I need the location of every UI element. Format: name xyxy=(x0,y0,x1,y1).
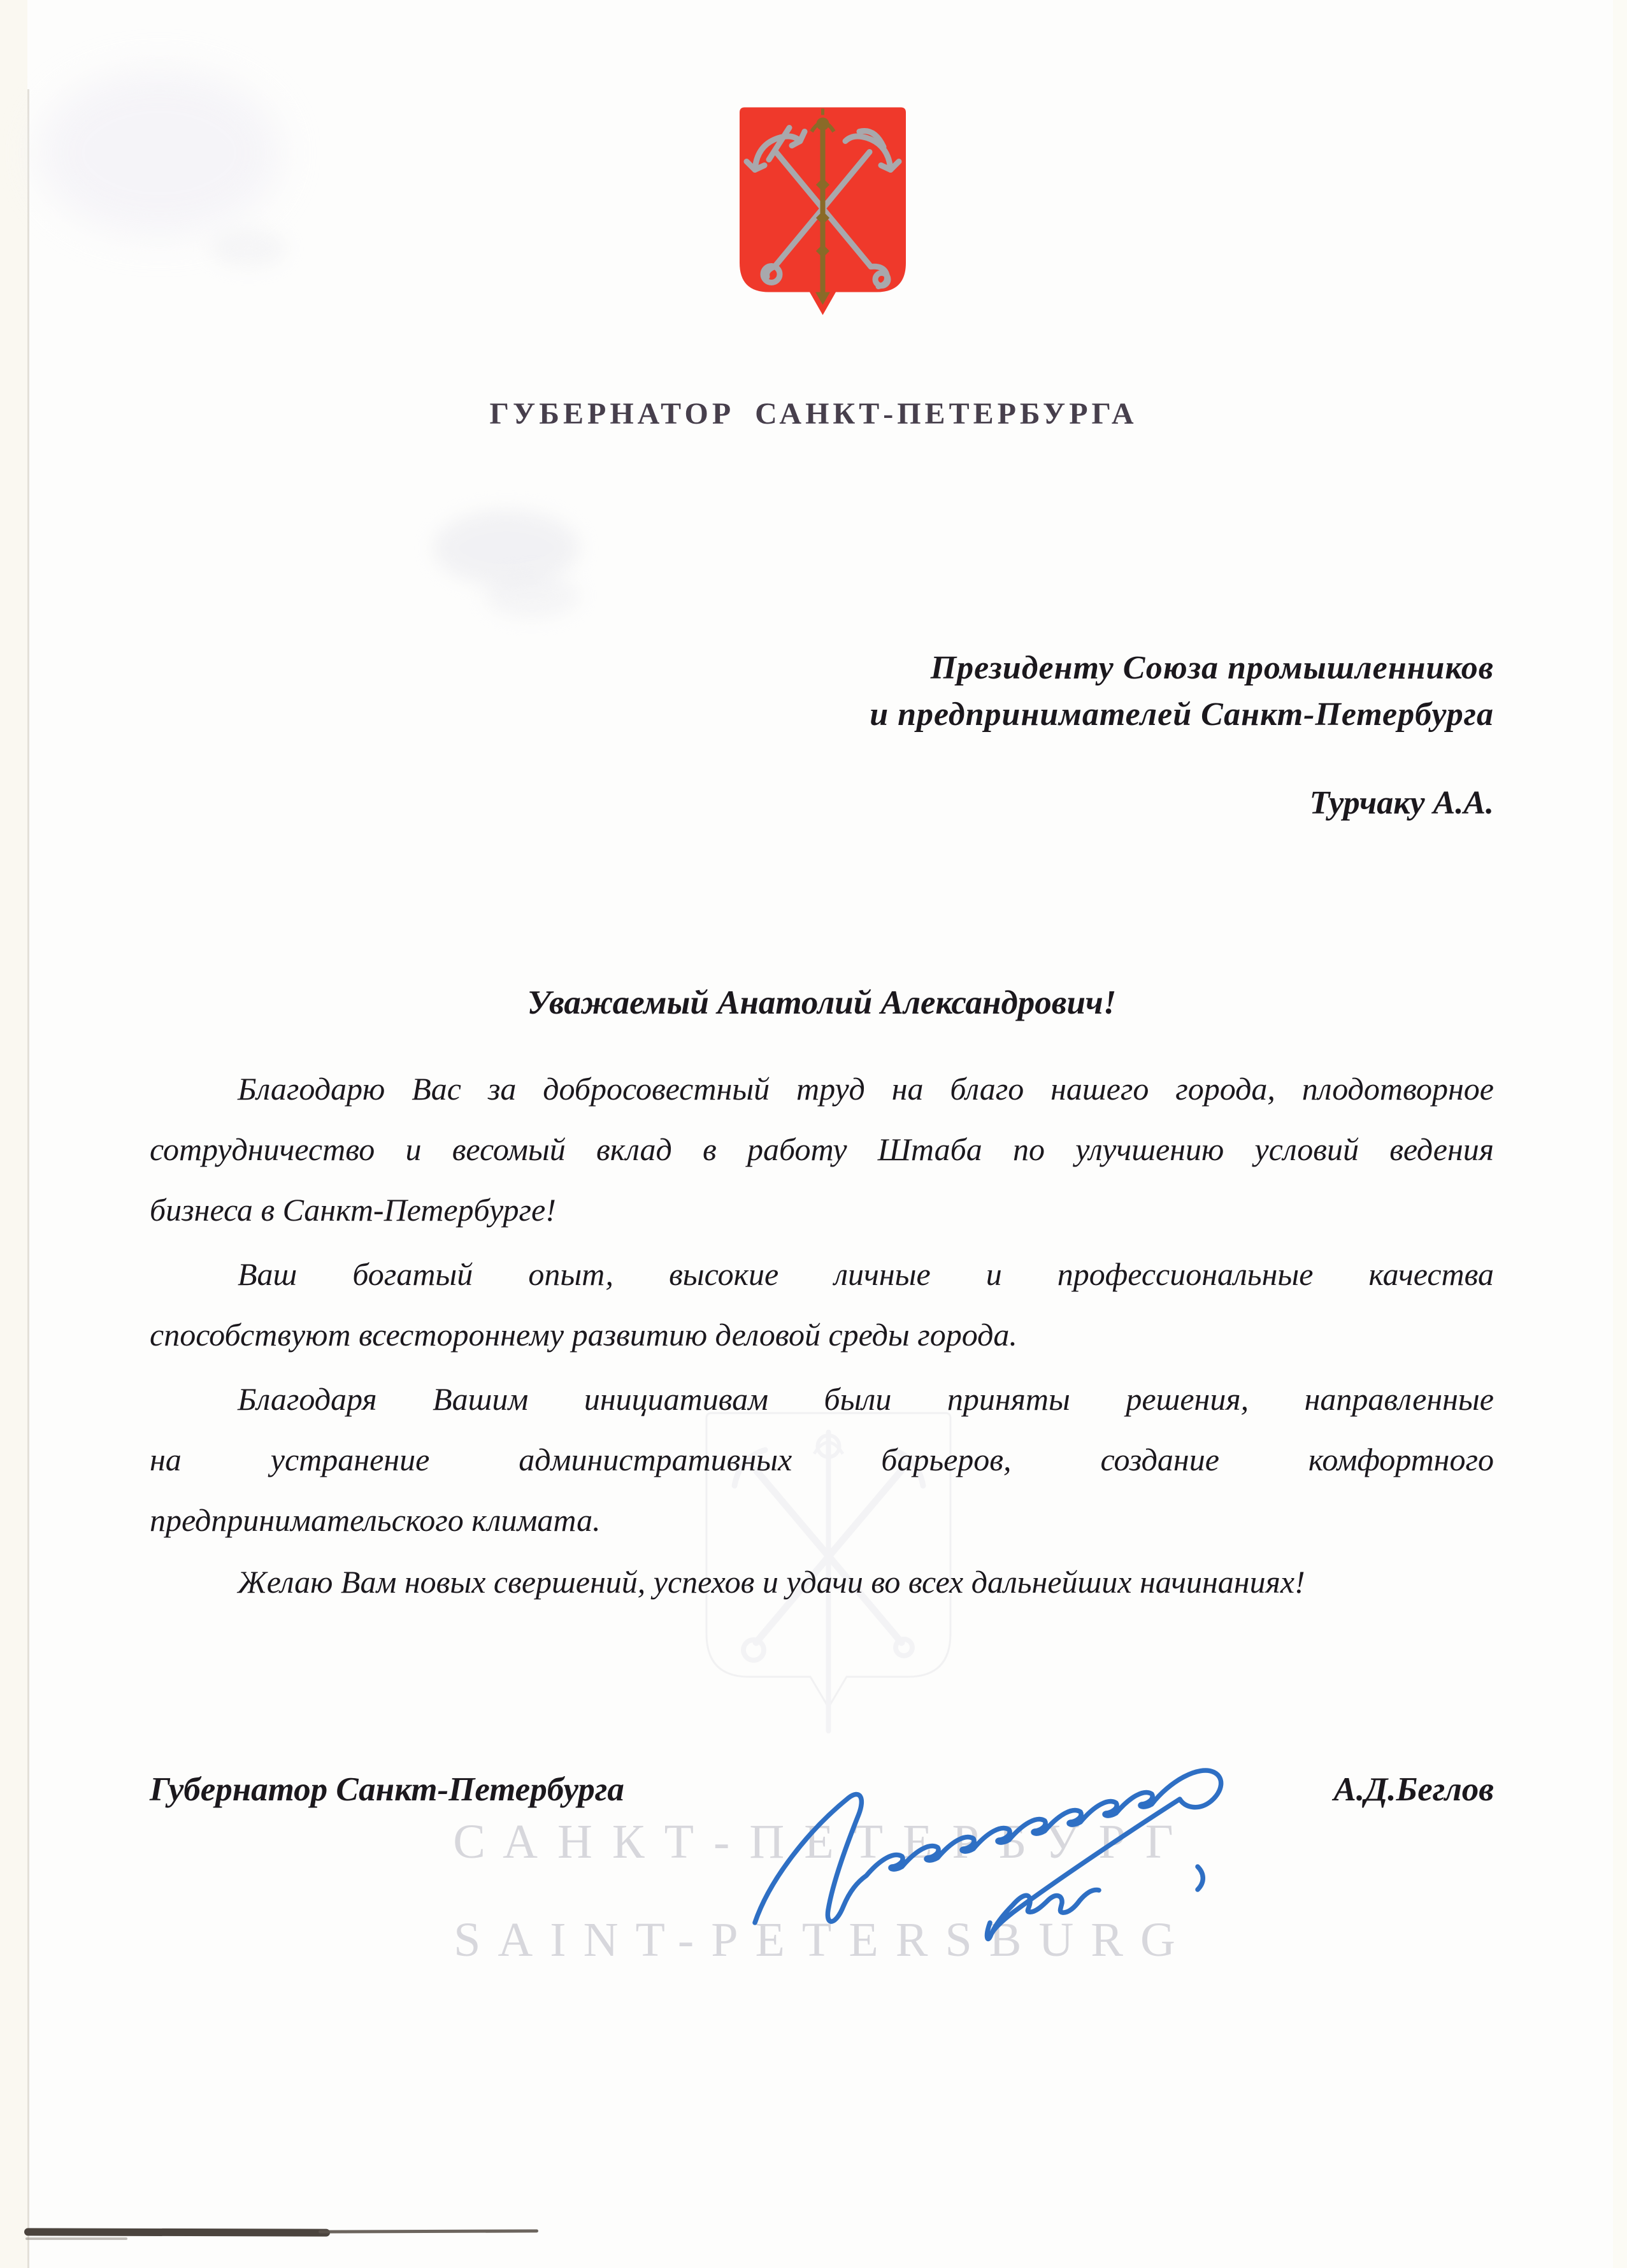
scan-artifact-streak xyxy=(24,2228,330,2236)
body-line: способствуют всестороннему развитию деловой среды города. xyxy=(150,1317,1017,1353)
scan-artifact-smudge xyxy=(484,573,580,618)
signatory-name: А.Д.Беглов xyxy=(1333,1771,1494,1808)
body-line: Желаю Вам новых свершений, успехов и удачи во всех дальнейших начинаниях! xyxy=(238,1564,1305,1600)
scan-artifact-streak xyxy=(319,2229,538,2233)
body-line: Благодаря Вашим инициативам были приняты решения, направленные xyxy=(238,1381,1494,1417)
watermark-city-name-ru: САНКТ-ПЕТЕРБУРГ xyxy=(453,1815,1193,1869)
letter-body xyxy=(150,1059,1494,1612)
body-line: на устранение административных барьеров, создание комфортного xyxy=(150,1442,1494,1477)
recipient-name: Турчаку А.А. xyxy=(1309,785,1494,821)
scan-artifact-streak xyxy=(25,2237,127,2240)
scan-artifact-tint xyxy=(38,70,280,236)
body-line: бизнеса в Санкт-Петербурге! xyxy=(150,1192,556,1228)
signatory-position-title: Губернатор Санкт-Петербурга xyxy=(150,1771,624,1808)
signature-ink-icon xyxy=(688,1669,1261,2007)
recipient-line: Президенту Союза промышленников xyxy=(930,650,1494,686)
coat-of-arms-icon xyxy=(736,104,910,319)
body-line: предпринимательского климата. xyxy=(150,1502,601,1538)
letterhead-title: ГУБЕРНАТОР САНКТ-ПЕТЕРБУРГА xyxy=(489,397,1138,431)
watermark-city-name-en: SAINT-PETERSBURG xyxy=(454,1913,1193,1967)
recipient-line: и предпринимателей Санкт-Петербурга xyxy=(870,696,1494,733)
scan-artifact-smudge xyxy=(210,229,287,268)
body-line: Ваш богатый опыт, высокие личные и профессиональные качества xyxy=(238,1256,1494,1292)
body-line: сотрудничество и весомый вклад в работу Штаба по улучшению условий ведения xyxy=(150,1131,1494,1167)
body-line: Благодарю Вас за добросовестный труд на благо нашего города, плодотворное xyxy=(238,1071,1494,1107)
scan-artifact-smudge xyxy=(433,510,580,586)
salutation: Уважаемый Анатолий Александрович! xyxy=(527,984,1117,1021)
recipient-block xyxy=(538,645,1494,738)
